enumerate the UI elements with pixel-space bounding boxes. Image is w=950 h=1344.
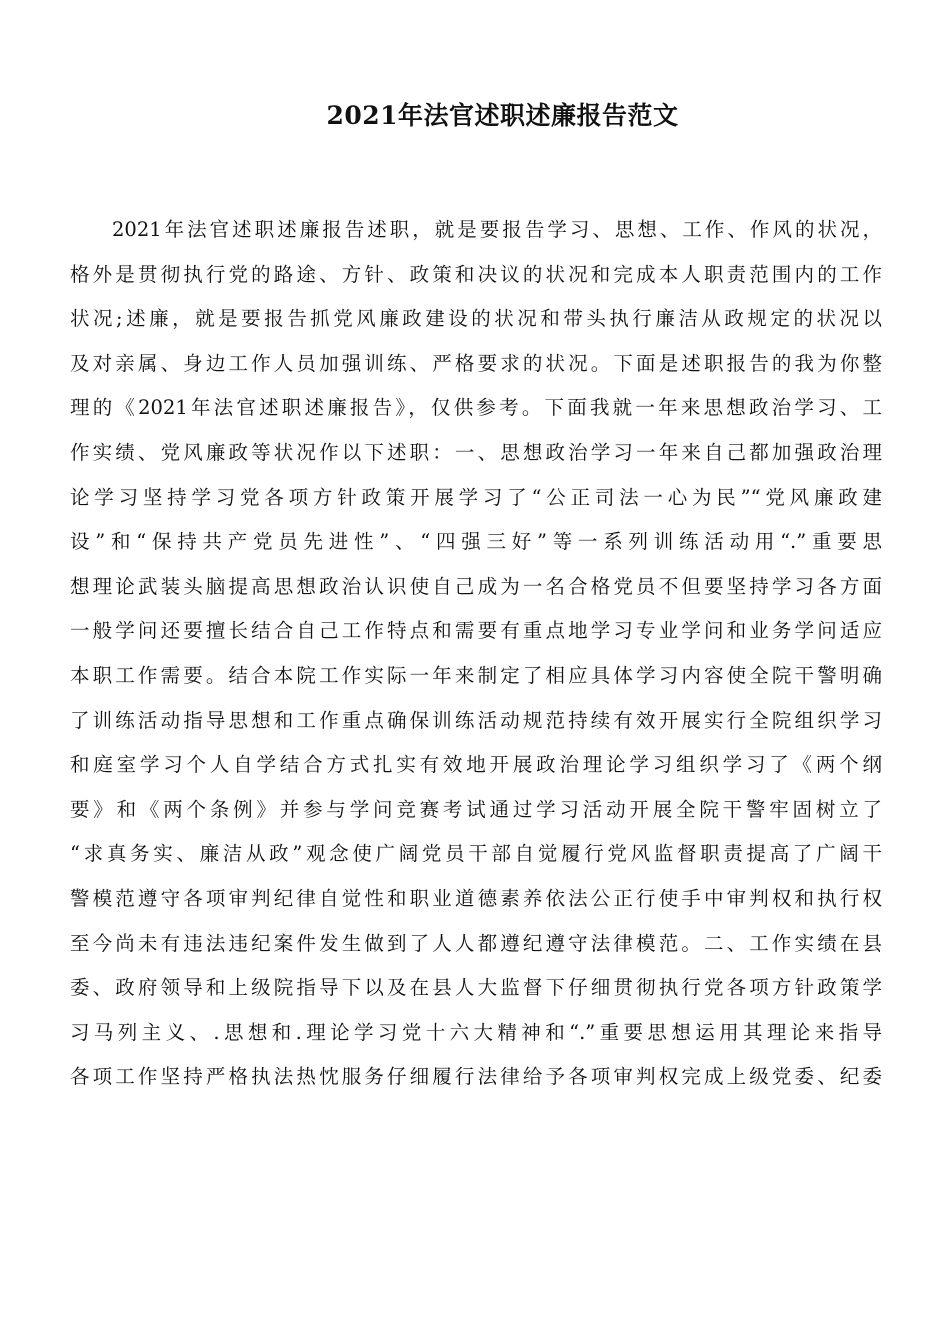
body-line: 至今尚未有违法违纪案件发生做到了人人都遵纪遵守法律模范。二、工作实绩在县 — [70, 931, 882, 955]
body-line: 状况;述廉，就是要报告抓党风廉政建设的状况和带头执行廉洁从政规定的状况以 — [70, 307, 882, 331]
body-line: 习马列主义、.思想和.理论学习党十六大精神和“.”重要思想运用其理论来指导 — [70, 1020, 882, 1044]
document-body — [70, 208, 882, 1100]
body-line: 本职工作需要。结合本院工作实际一年来制定了相应具体学习内容使全院干警明确 — [70, 663, 882, 687]
body-line: 和庭室学习个人自学结合方式扎实有效地开展政治理论学习组织学习了《两个纲 — [70, 753, 882, 777]
body-line: 论学习坚持学习党各项方针政策开展学习了“公正司法一心为民”“党风廉政建 — [70, 485, 882, 509]
body-line: 各项工作坚持严格执法热忱服务仔细履行法律给予各项审判权完成上级党委、纪委 — [70, 1065, 882, 1089]
body-line: 委、政府领导和上级院指导下以及在县人大监督下仔细贯彻执行党各项方针政策学 — [70, 976, 882, 1000]
body-line: 2021年法官述职述廉报告述职，就是要报告学习、思想、工作、作风的状况， — [112, 218, 882, 241]
body-line: 了训练活动指导思想和工作重点确保训练活动规范持续有效开展实行全院组织学习 — [70, 708, 882, 732]
body-line: 警模范遵守各项审判纪律自觉性和职业道德素养依法公正行使手中审判权和执行权 — [70, 886, 882, 910]
body-line: 作实绩、党风廉政等状况作以下述职：一、思想政治学习一年来自己都加强政治理 — [70, 440, 882, 464]
body-line: 及对亲属、身边工作人员加强训练、严格要求的状况。下面是述职报告的我为你整 — [70, 351, 882, 375]
document-title: 2021年法官述职述廉报告范文 — [326, 101, 679, 130]
body-line: “求真务实、廉洁从政”观念使广阔党员干部自觉履行党风监督职责提高了广阔干 — [70, 842, 882, 866]
body-line: 设”和“保持共产党员先进性”、“四强三好”等一系列训练活动用“.”重要思 — [70, 530, 882, 554]
body-line: 一般学问还要擅长结合自己工作特点和需要有重点地学习专业学问和业务学问适应 — [70, 619, 882, 643]
body-line: 格外是贯彻执行党的路途、方针、政策和决议的状况和完成本人职责范围内的工作 — [70, 262, 882, 286]
body-line: 理的《2021年法官述职述廉报告》，仅供参考。下面我就一年来思想政治学习、工 — [70, 396, 882, 420]
body-line: 要》和《两个条例》并参与学问竞赛考试通过学习活动开展全院干警牢固树立了 — [70, 797, 882, 821]
body-line: 想理论武装头脑提高思想政治认识使自己成为一名合格党员不但要坚持学习各方面 — [70, 574, 882, 598]
